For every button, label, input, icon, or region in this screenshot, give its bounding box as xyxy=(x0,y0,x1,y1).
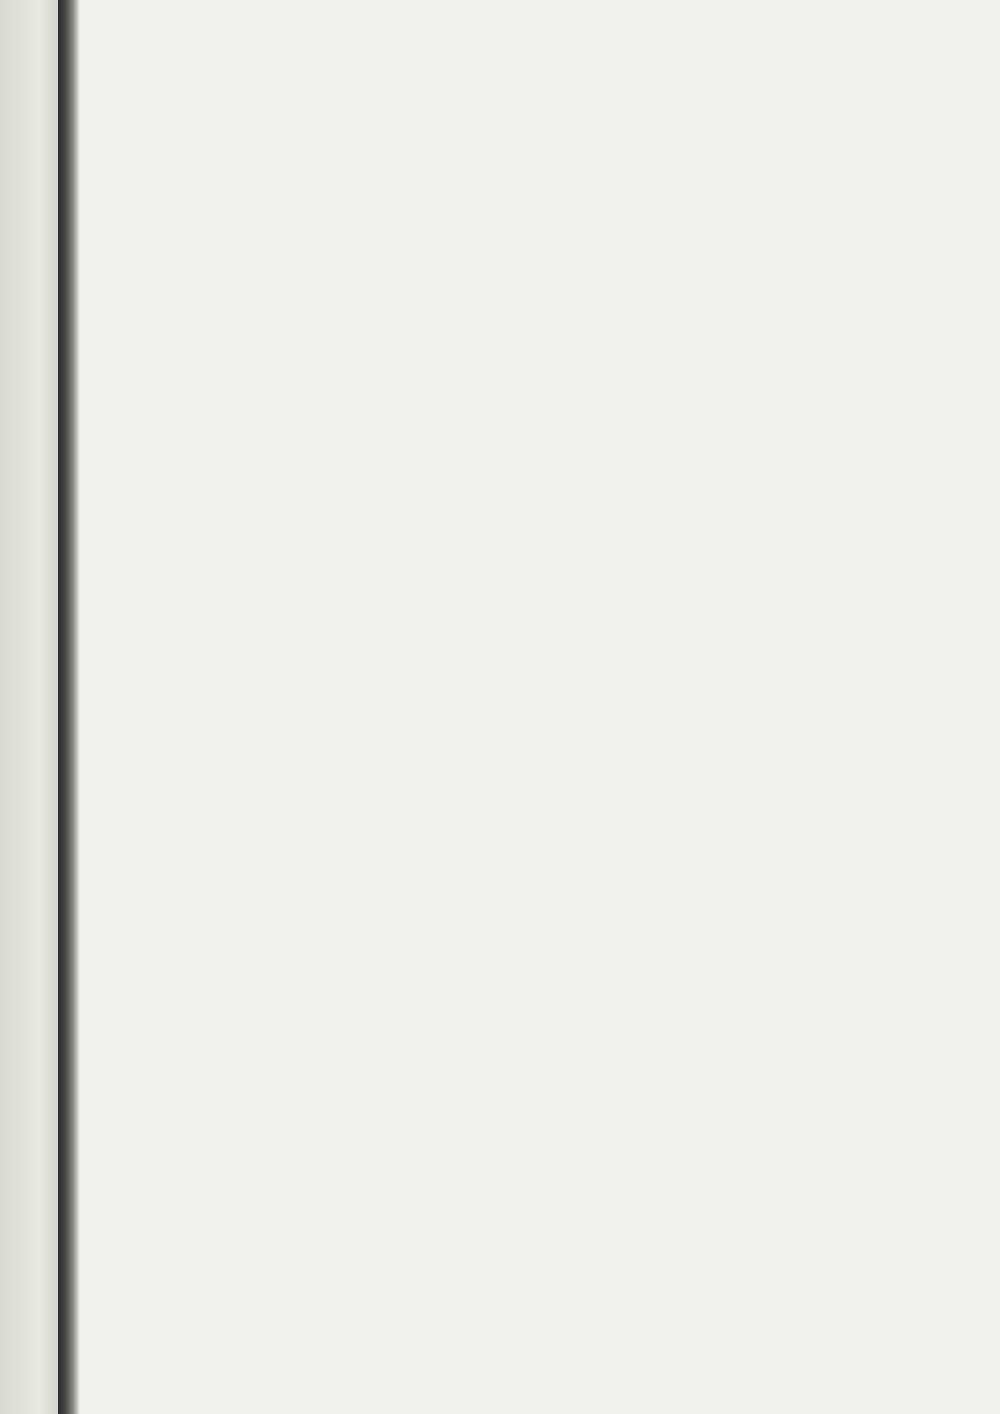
book-page xyxy=(92,10,884,40)
facing-page-gutter xyxy=(0,0,64,1414)
running-head xyxy=(172,10,884,40)
page-binding-shadow xyxy=(58,0,80,1414)
